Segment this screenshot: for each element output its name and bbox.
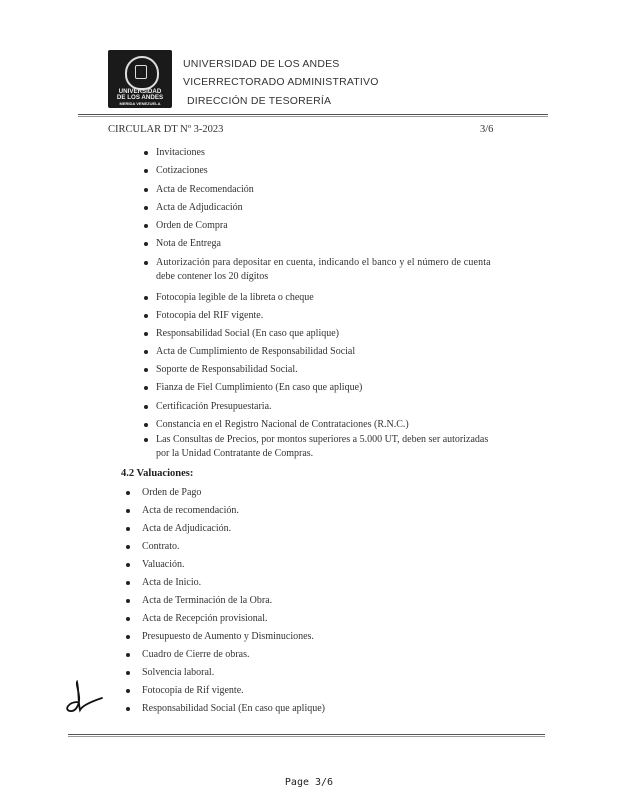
list-item: Fianza de Fiel Cumplimiento (En caso que aplique) — [156, 382, 363, 393]
list-item: por la Unidad Contratante de Compras. — [156, 448, 314, 459]
list-item: Acta de Terminación de la Obra. — [142, 595, 273, 606]
bullet-icon — [126, 581, 130, 585]
list-item: Fotocopia del RIF vigente. — [156, 310, 264, 321]
list-item: Acta de Recepción provisional. — [142, 613, 268, 624]
list-item: Nota de Entrega — [156, 238, 221, 249]
bullet-icon — [144, 151, 148, 155]
bullet-icon — [126, 509, 130, 513]
bullet-icon — [126, 689, 130, 693]
bullet-icon — [144, 423, 148, 427]
bullet-icon — [144, 296, 148, 300]
university-logo — [108, 50, 172, 108]
header-rule — [78, 114, 548, 115]
bullet-icon — [144, 224, 148, 228]
circular-page: 3/6 — [480, 124, 494, 135]
list-item: Responsabilidad Social (En caso que aplique) — [142, 703, 326, 714]
logo-text-1: UNIVERSIDAD — [118, 88, 162, 95]
list-item: Las Consultas de Precios, por montos superiores a 5.000 UT, deben ser autorizadas — [156, 434, 489, 445]
footer-rule — [68, 734, 545, 735]
list-item: Valuación. — [142, 559, 185, 570]
handwritten-signature — [58, 680, 104, 719]
bullet-icon — [126, 617, 130, 621]
list-item: Cotizaciones — [156, 165, 208, 176]
logo-text-2: DE LOS ANDES — [116, 94, 164, 101]
bullet-icon — [144, 405, 148, 409]
bullet-icon — [126, 635, 130, 639]
bullet-icon — [144, 438, 148, 442]
list-item: Fotocopia de Rif vigente. — [142, 685, 244, 696]
list-item: Responsabilidad Social (En caso que aplique) — [156, 328, 340, 339]
bullet-icon — [126, 653, 130, 657]
list-item: Soporte de Responsabilidad Social. — [156, 364, 298, 375]
list-item: Orden de Pago — [142, 487, 202, 498]
bullet-icon — [126, 671, 130, 675]
list-item: Acta de Cumplimiento de Responsabilidad Social — [156, 346, 356, 357]
footer-rule-2 — [68, 736, 545, 737]
header-direccion: DIRECCIÓN DE TESORERÍA — [187, 95, 332, 107]
list-item: Autorización para depositar en cuenta, indicando el banco y el número de cuenta — [156, 257, 491, 268]
list-item: debe contener los 20 dígitos — [156, 271, 269, 282]
header-vicerrectorado: VICERRECTORADO ADMINISTRATIVO — [183, 76, 379, 88]
circular-reference: CIRCULAR DT Nº 3-2023 — [108, 124, 224, 135]
bullet-icon — [126, 563, 130, 567]
list-item: Acta de Inicio. — [142, 577, 202, 588]
bullet-icon — [126, 707, 130, 711]
page-footer: Page 3/6 — [284, 777, 334, 788]
bullet-icon — [144, 169, 148, 173]
list-item: Orden de Compra — [156, 220, 228, 231]
bullet-icon — [144, 188, 148, 192]
list-item: Fotocopia legible de la libreta o cheque — [156, 292, 314, 303]
bullet-icon — [144, 314, 148, 318]
list-item: Contrato. — [142, 541, 180, 552]
bullet-icon — [144, 242, 148, 246]
list-item: Acta de Recomendación — [156, 184, 254, 195]
header-university: UNIVERSIDAD DE LOS ANDES — [183, 58, 340, 70]
bullet-icon — [144, 261, 148, 265]
bullet-icon — [126, 599, 130, 603]
bullet-icon — [126, 491, 130, 495]
list-item: Acta de Adjudicación — [156, 202, 243, 213]
bullet-icon — [144, 206, 148, 210]
bullet-icon — [144, 368, 148, 372]
list-item: Acta de recomendación. — [142, 505, 239, 516]
list-item: Presupuesto de Aumento y Disminuciones. — [142, 631, 314, 642]
list-item: Cuadro de Cierre de obras. — [142, 649, 250, 660]
list-item: Invitaciones — [156, 147, 205, 158]
bullet-icon — [144, 386, 148, 390]
section-heading: 4.2 Valuaciones: — [121, 468, 194, 479]
crest-icon — [125, 56, 159, 90]
header-rule-2 — [78, 116, 548, 117]
bullet-icon — [126, 527, 130, 531]
logo-text-3: MERIDA VENEZUELA — [119, 101, 161, 106]
list-item: Solvencia laboral. — [142, 667, 215, 678]
list-item: Constancia en el Registro Nacional de Contrataciones (R.N.C.) — [156, 419, 409, 430]
bullet-icon — [144, 350, 148, 354]
list-item: Acta de Adjudicación. — [142, 523, 232, 534]
bullet-icon — [144, 332, 148, 336]
list-item: Certificación Presupuestaria. — [156, 401, 272, 412]
bullet-icon — [126, 545, 130, 549]
